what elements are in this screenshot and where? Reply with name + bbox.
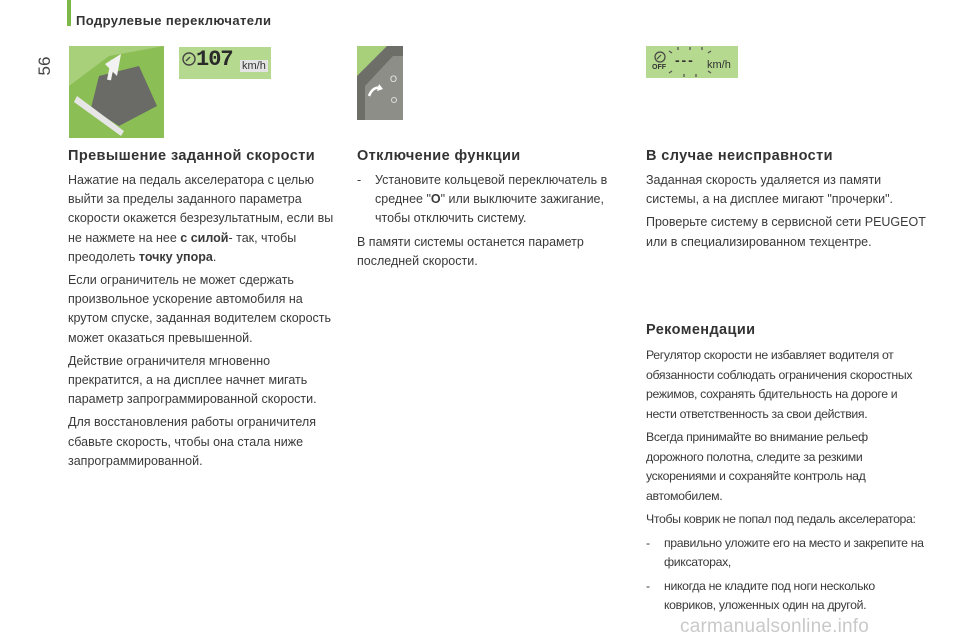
- malfunction-para2: Проверьте систему в сервисной сети PEUGEOT или в специализированном техцентре.: [646, 215, 926, 249]
- overspeed-para1: Нажатие на педаль акселератора с целью выйти за пределы заданного параметра скорости окажется безрезультатным, если вы не нажмете на нее с силой- так, чтобы преодолеть точку упора.: [68, 173, 334, 264]
- overspeed-text: [68, 171, 343, 475]
- rec-para1: Регулятор скорости не избавляет водителя от обязанности соблюдать ограничения скоростных режимов, сохранять бдительность на дороге и нести ответственность за свои действия.: [646, 348, 913, 421]
- overspeed-para4: Для восстановления работы ограничителя сбавьте скорость, чтобы она стала ниже запрограммированной.: [68, 415, 316, 468]
- heading-deactivation: Отключение функции: [357, 148, 521, 164]
- heading-overspeed: Превышение заданной скорости: [68, 148, 316, 164]
- page-number: 56: [35, 56, 54, 76]
- deactivation-text: [357, 171, 632, 275]
- rec-list-item: - никогда не кладите под ноги несколько ковриков, уложенных один на другой.: [646, 578, 875, 612]
- rec-list-item: - правильно уложите его на место и закрепите на фиксаторах,: [646, 535, 924, 569]
- off-label: OFF: [652, 64, 666, 71]
- dashes-value: - - -: [675, 52, 692, 68]
- heading-recommendations: Рекомендации: [646, 322, 756, 338]
- deactivation-para: В памяти системы останется параметр последней скорости.: [357, 234, 584, 268]
- heading-malfunction: В случае неисправности: [646, 148, 833, 164]
- speed-value: 107: [196, 47, 233, 72]
- overspeed-para3: Действие ограничителя мгновенно прекратится, а на дисплее начнет мигать параметр запрограммированной скорости.: [68, 353, 317, 407]
- rec-para2: Всегда принимайте во внимание рельеф дорожного полотна, следите за резкими ускорениями и сохраняйте контроль над автомобилем.: [646, 430, 868, 503]
- watermark: carmanualsonline.info: [680, 616, 870, 637]
- accelerator-pedal-illustration: [69, 46, 164, 138]
- speed-unit: km/h: [707, 59, 731, 71]
- rec-para3: Чтобы коврик не попал под педаль акселератора:: [646, 512, 916, 526]
- switch-position-label: O: [390, 74, 398, 84]
- header-accent-bar: [67, 0, 71, 26]
- overspeed-para2: Если ограничитель не может сдержать произвольное ускорение автомобиля на крутом спуске, заданная водителем скорость может оказаться превышенной.: [68, 273, 332, 345]
- deactivation-item: - Установите кольцевой переключатель в среднее "O" или выключите зажигание, чтобы отключить систему.: [357, 173, 608, 226]
- speed-unit: km/h: [242, 60, 266, 72]
- recommendations-text: [646, 346, 926, 620]
- malfunction-text: [646, 171, 926, 256]
- malfunction-para1: Заданная скорость удаляется из памяти системы, а на дисплее мигают "прочерки".: [646, 173, 893, 207]
- section-header: Подрулевые переключатели: [76, 13, 272, 28]
